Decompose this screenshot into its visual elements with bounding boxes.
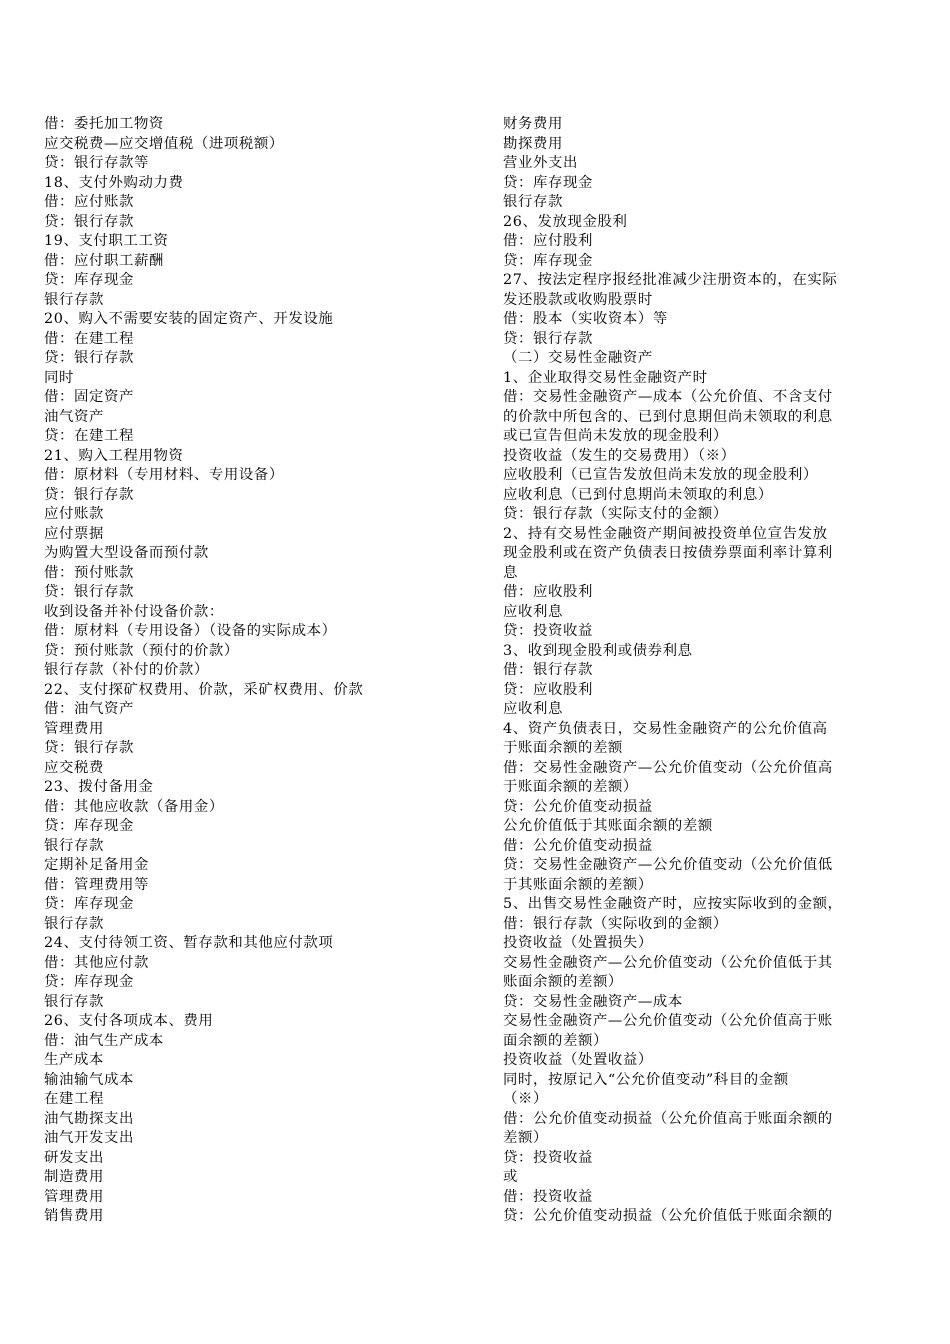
text-line: 应交税费 xyxy=(44,759,104,776)
text-line: （二）交易性金融资产 xyxy=(503,350,653,366)
text-line: 油气资产 xyxy=(44,408,104,425)
text-line: 借：原材料（专用设备）（设备的实际成本） xyxy=(44,623,337,639)
text-line: 银行存款 xyxy=(503,194,563,210)
text-line: 制造费用 xyxy=(44,1169,104,1185)
text-line: 借：应付职工薪酬 xyxy=(44,252,164,269)
text-line: 借：应付股利 xyxy=(503,233,593,249)
text-line: 现金股利或在资产负债表日按债券票面利率计算利 xyxy=(503,545,833,561)
text-line: 账面余额的差额） xyxy=(503,974,623,990)
text-line: （※） xyxy=(503,1091,548,1107)
text-line: 1、企业取得交易性金融资产时 xyxy=(503,369,708,386)
text-line: 5、出售交易性金融资产时，应按实际收到的金额， xyxy=(503,896,843,912)
text-line: 贷：公允价值变动损益 xyxy=(503,798,653,815)
text-line: 同时 xyxy=(44,369,74,386)
text-line: 生产成本 xyxy=(44,1052,104,1068)
text-line: 贷：公允价值变动损益（公允价值低于账面余额的 xyxy=(503,1208,833,1224)
text-line: 借：公允价值变动损益（公允价值高于账面余额的 xyxy=(503,1110,833,1127)
text-line: 输油输气成本 xyxy=(44,1071,134,1088)
text-line: 贷：银行存款 xyxy=(44,740,134,756)
text-line: 投资收益（处置损失） xyxy=(503,935,653,951)
text-line: 借：委托加工物资 xyxy=(44,116,164,132)
text-line: 借：原材料（专用材料、专用设备） xyxy=(44,467,284,483)
text-line: 19、支付职工工资 xyxy=(44,233,169,249)
text-line: 借：投资收益 xyxy=(503,1188,593,1205)
text-line: 应收股利（已宣告发放但尚未发放的现金股利） xyxy=(503,467,818,483)
text-line: 借：公允价值变动损益 xyxy=(503,837,653,854)
text-line: 交易性金融资产—公允价值变动（公允价值低于其 xyxy=(503,954,833,971)
text-line: 贷：库存现金 xyxy=(44,272,134,288)
text-line: 26、支付各项成本、费用 xyxy=(44,1013,214,1029)
text-line: 借：交易性金融资产—公允价值变动（公允价值高 xyxy=(503,759,833,776)
text-line: 发还股款或收购股票时 xyxy=(503,291,653,308)
text-line: 差额） xyxy=(503,1130,548,1146)
text-line: 22、支付探矿权费用、价款，采矿权费用、价款 xyxy=(44,681,364,698)
text-line: 借：交易性金融资产—成本（公允价值、不含支付 xyxy=(503,389,833,405)
text-line: 面余额的差额） xyxy=(503,1032,608,1049)
text-line: 贷：银行存款等 xyxy=(44,155,149,171)
text-line: 或已宣告但尚未发放的现金股利） xyxy=(503,428,728,444)
text-line: 贷：预付账款（预付的价款） xyxy=(44,642,239,659)
text-line: 贷：银行存款 xyxy=(44,584,134,600)
text-line: 营业外支出 xyxy=(503,155,578,171)
text-line: 2、持有交易性金融资产期间被投资单位宣告发放 xyxy=(503,525,828,542)
text-line: 收到设备并补付设备价款： xyxy=(44,603,224,620)
text-line: 应收利息 xyxy=(503,603,563,620)
text-line: 贷：库存现金 xyxy=(44,818,134,834)
text-line: 贷：银行存款 xyxy=(44,486,134,503)
text-line: 油气勘探支出 xyxy=(44,1110,134,1127)
text-line: 于其账面余额的差额） xyxy=(503,876,653,893)
text-line: 银行存款 xyxy=(44,291,104,308)
text-line: 应交税费—应交增值税（进项税额） xyxy=(44,135,284,152)
text-line: 银行存款 xyxy=(44,993,104,1010)
text-line: 或 xyxy=(503,1169,518,1185)
text-line: 借：其他应付款 xyxy=(44,954,149,971)
right-text-column xyxy=(503,115,903,1227)
text-line: 21、购入工程用物资 xyxy=(44,447,184,464)
text-line: 管理费用 xyxy=(44,1188,104,1205)
text-line: 公允价值低于其账面余额的差额 xyxy=(503,818,713,834)
text-line: 借：油气资产 xyxy=(44,701,134,717)
text-line: 借：银行存款（实际收到的金额） xyxy=(503,915,728,932)
text-line: 同时，按原记入“公允价值变动”科目的金额 xyxy=(503,1071,789,1088)
left-text-column xyxy=(44,115,454,1227)
text-line: 借：股本（实收资本）等 xyxy=(503,311,668,327)
text-line: 为购置大型设备而预付款 xyxy=(44,545,209,561)
text-line: 23、拨付备用金 xyxy=(44,779,154,795)
text-line: 投资收益（处置收益） xyxy=(503,1052,653,1068)
text-line: 贷：库存现金 xyxy=(44,974,134,990)
text-line: 18、支付外购动力费 xyxy=(44,174,184,191)
text-line: 管理费用 xyxy=(44,720,104,737)
text-line: 贷：投资收益 xyxy=(503,623,593,639)
text-line: 财务费用 xyxy=(503,116,563,132)
text-line: 贷：银行存款 xyxy=(44,213,134,230)
text-line: 贷：投资收益 xyxy=(503,1149,593,1166)
text-line: 借：预付账款 xyxy=(44,564,134,581)
text-line: 24、支付待领工资、暂存款和其他应付款项 xyxy=(44,935,334,951)
text-line: 贷：交易性金融资产—成本 xyxy=(503,993,683,1010)
text-line: 在建工程 xyxy=(44,1091,104,1107)
text-line: 的价款中所包含的、已到付息期但尚未领取的利息 xyxy=(503,408,833,425)
text-line: 贷：库存现金 xyxy=(44,896,134,912)
text-line: 20、购入不需要安装的固定资产、开发设施 xyxy=(44,311,334,327)
text-line: 借：其他应收款（备用金） xyxy=(44,798,224,815)
text-line: 贷：库存现金 xyxy=(503,252,593,269)
text-line: 27、按法定程序报经批准减少注册资本的，在实际 xyxy=(503,272,838,288)
text-line: 交易性金融资产—公允价值变动（公允价值高于账 xyxy=(503,1013,833,1029)
text-line: 油气开发支出 xyxy=(44,1130,134,1146)
text-line: 借：固定资产 xyxy=(44,389,134,405)
text-line: 息 xyxy=(503,564,518,581)
text-line: 贷：库存现金 xyxy=(503,174,593,191)
text-line: 销售费用 xyxy=(44,1208,104,1224)
text-line: 3、收到现金股利或债券利息 xyxy=(503,642,693,659)
text-line: 26、发放现金股利 xyxy=(503,213,628,230)
text-line: 贷：交易性金融资产—公允价值变动（公允价值低 xyxy=(503,857,833,873)
text-line: 借：应付账款 xyxy=(44,194,134,210)
text-line: 借：应收股利 xyxy=(503,584,593,600)
text-line: 于账面余额的差额 xyxy=(503,740,623,756)
text-line: 借：银行存款 xyxy=(503,662,593,678)
text-line: 贷：银行存款 xyxy=(503,330,593,347)
text-line: 贷：银行存款 xyxy=(44,350,134,366)
text-line: 借：在建工程 xyxy=(44,330,134,347)
text-line: 贷：应收股利 xyxy=(503,681,593,698)
text-line: 借：管理费用等 xyxy=(44,876,149,893)
text-line: 贷：银行存款（实际支付的金额） xyxy=(503,506,728,522)
text-line: 应付票据 xyxy=(44,525,104,542)
text-line: 于账面余额的差额） xyxy=(503,779,638,795)
text-line: 4、资产负债表日，交易性金融资产的公允价值高 xyxy=(503,720,828,737)
text-line: 贷：在建工程 xyxy=(44,428,134,444)
text-line: 研发支出 xyxy=(44,1149,104,1166)
text-line: 勘探费用 xyxy=(503,135,563,152)
text-line: 借：油气生产成本 xyxy=(44,1032,164,1049)
text-line: 投资收益（发生的交易费用）（※） xyxy=(503,447,736,464)
text-line: 银行存款 xyxy=(44,915,104,932)
text-line: 银行存款（补付的价款） xyxy=(44,662,209,678)
text-line: 银行存款 xyxy=(44,837,104,854)
text-line: 应收利息 xyxy=(503,701,563,717)
text-line: 应付账款 xyxy=(44,506,104,522)
text-line: 定期补足备用金 xyxy=(44,857,149,873)
text-line: 应收利息（已到付息期尚未领取的利息） xyxy=(503,486,773,503)
